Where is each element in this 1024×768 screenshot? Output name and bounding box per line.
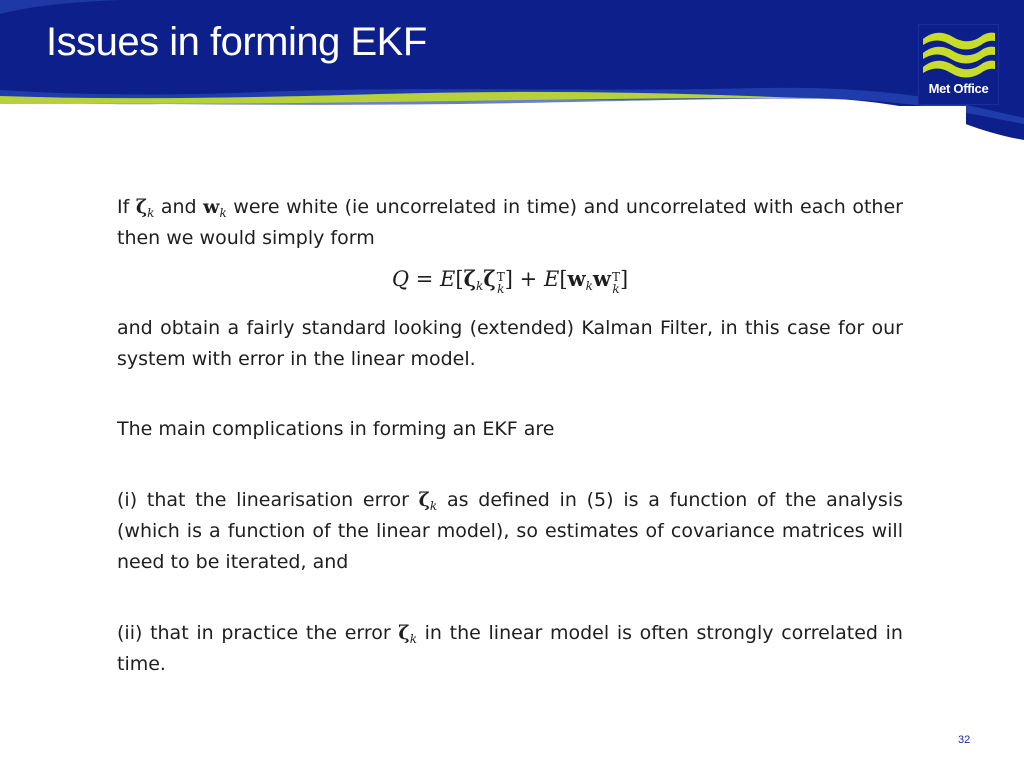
item-ii-before: (ii) that in practice the error <box>117 622 391 644</box>
zeta-symbol: $\zeta_k$ <box>135 196 155 220</box>
bracket-close-1: ] <box>504 267 513 291</box>
item-i-before: (i) that the linearisation error <box>117 489 409 511</box>
expectation-1: E <box>440 267 456 291</box>
equation-lhs: Q <box>391 267 410 291</box>
w-term: $w_kw$ T k <box>567 266 620 296</box>
intro-word-and: and <box>160 196 197 218</box>
covariance-equation <box>117 266 903 295</box>
expectation-2: E <box>543 267 560 291</box>
logo-text: Met Office <box>928 81 989 96</box>
item-ii-after: in the linear model is often strongly correlated in time. <box>117 622 903 675</box>
equation-plus: + <box>519 267 538 291</box>
slide-title: Issues in forming EKF <box>46 20 427 64</box>
page-number: 32 <box>958 734 971 746</box>
zeta-symbol: $\zeta_k$ <box>418 489 438 513</box>
item-i-after: as defined in (5) is a function of the analysis (which is a function of the linear model), so estimates of covariance matrices will need to be iterated, and <box>117 489 903 573</box>
paragraph-item-ii <box>117 618 903 680</box>
paragraph-complications: The main complications in forming an EKF are <box>117 418 555 440</box>
met-office-logo <box>918 24 999 105</box>
paragraph-intro <box>117 192 903 254</box>
paragraph-kalman: and obtain a fairly standard looking (extended) Kalman Filter, in this case for our system with error in the linear model. <box>117 317 903 370</box>
bracket-close-2: ] <box>619 267 629 291</box>
equation-equals: = <box>415 267 434 291</box>
intro-text: were white (ie uncorrelated in time) and uncorrelated with each other then we would simply form <box>117 196 903 249</box>
paragraph-item-i <box>117 485 903 578</box>
zeta-term-1: $\zeta_k\zeta$ T k <box>463 266 505 296</box>
zeta-symbol: $\zeta_k$ <box>398 622 417 646</box>
bracket-open-2: [ <box>559 267 568 291</box>
intro-word-if: If <box>117 196 130 218</box>
bracket-open-1: [ <box>455 267 464 291</box>
w-symbol: $w_k$ <box>203 196 227 220</box>
